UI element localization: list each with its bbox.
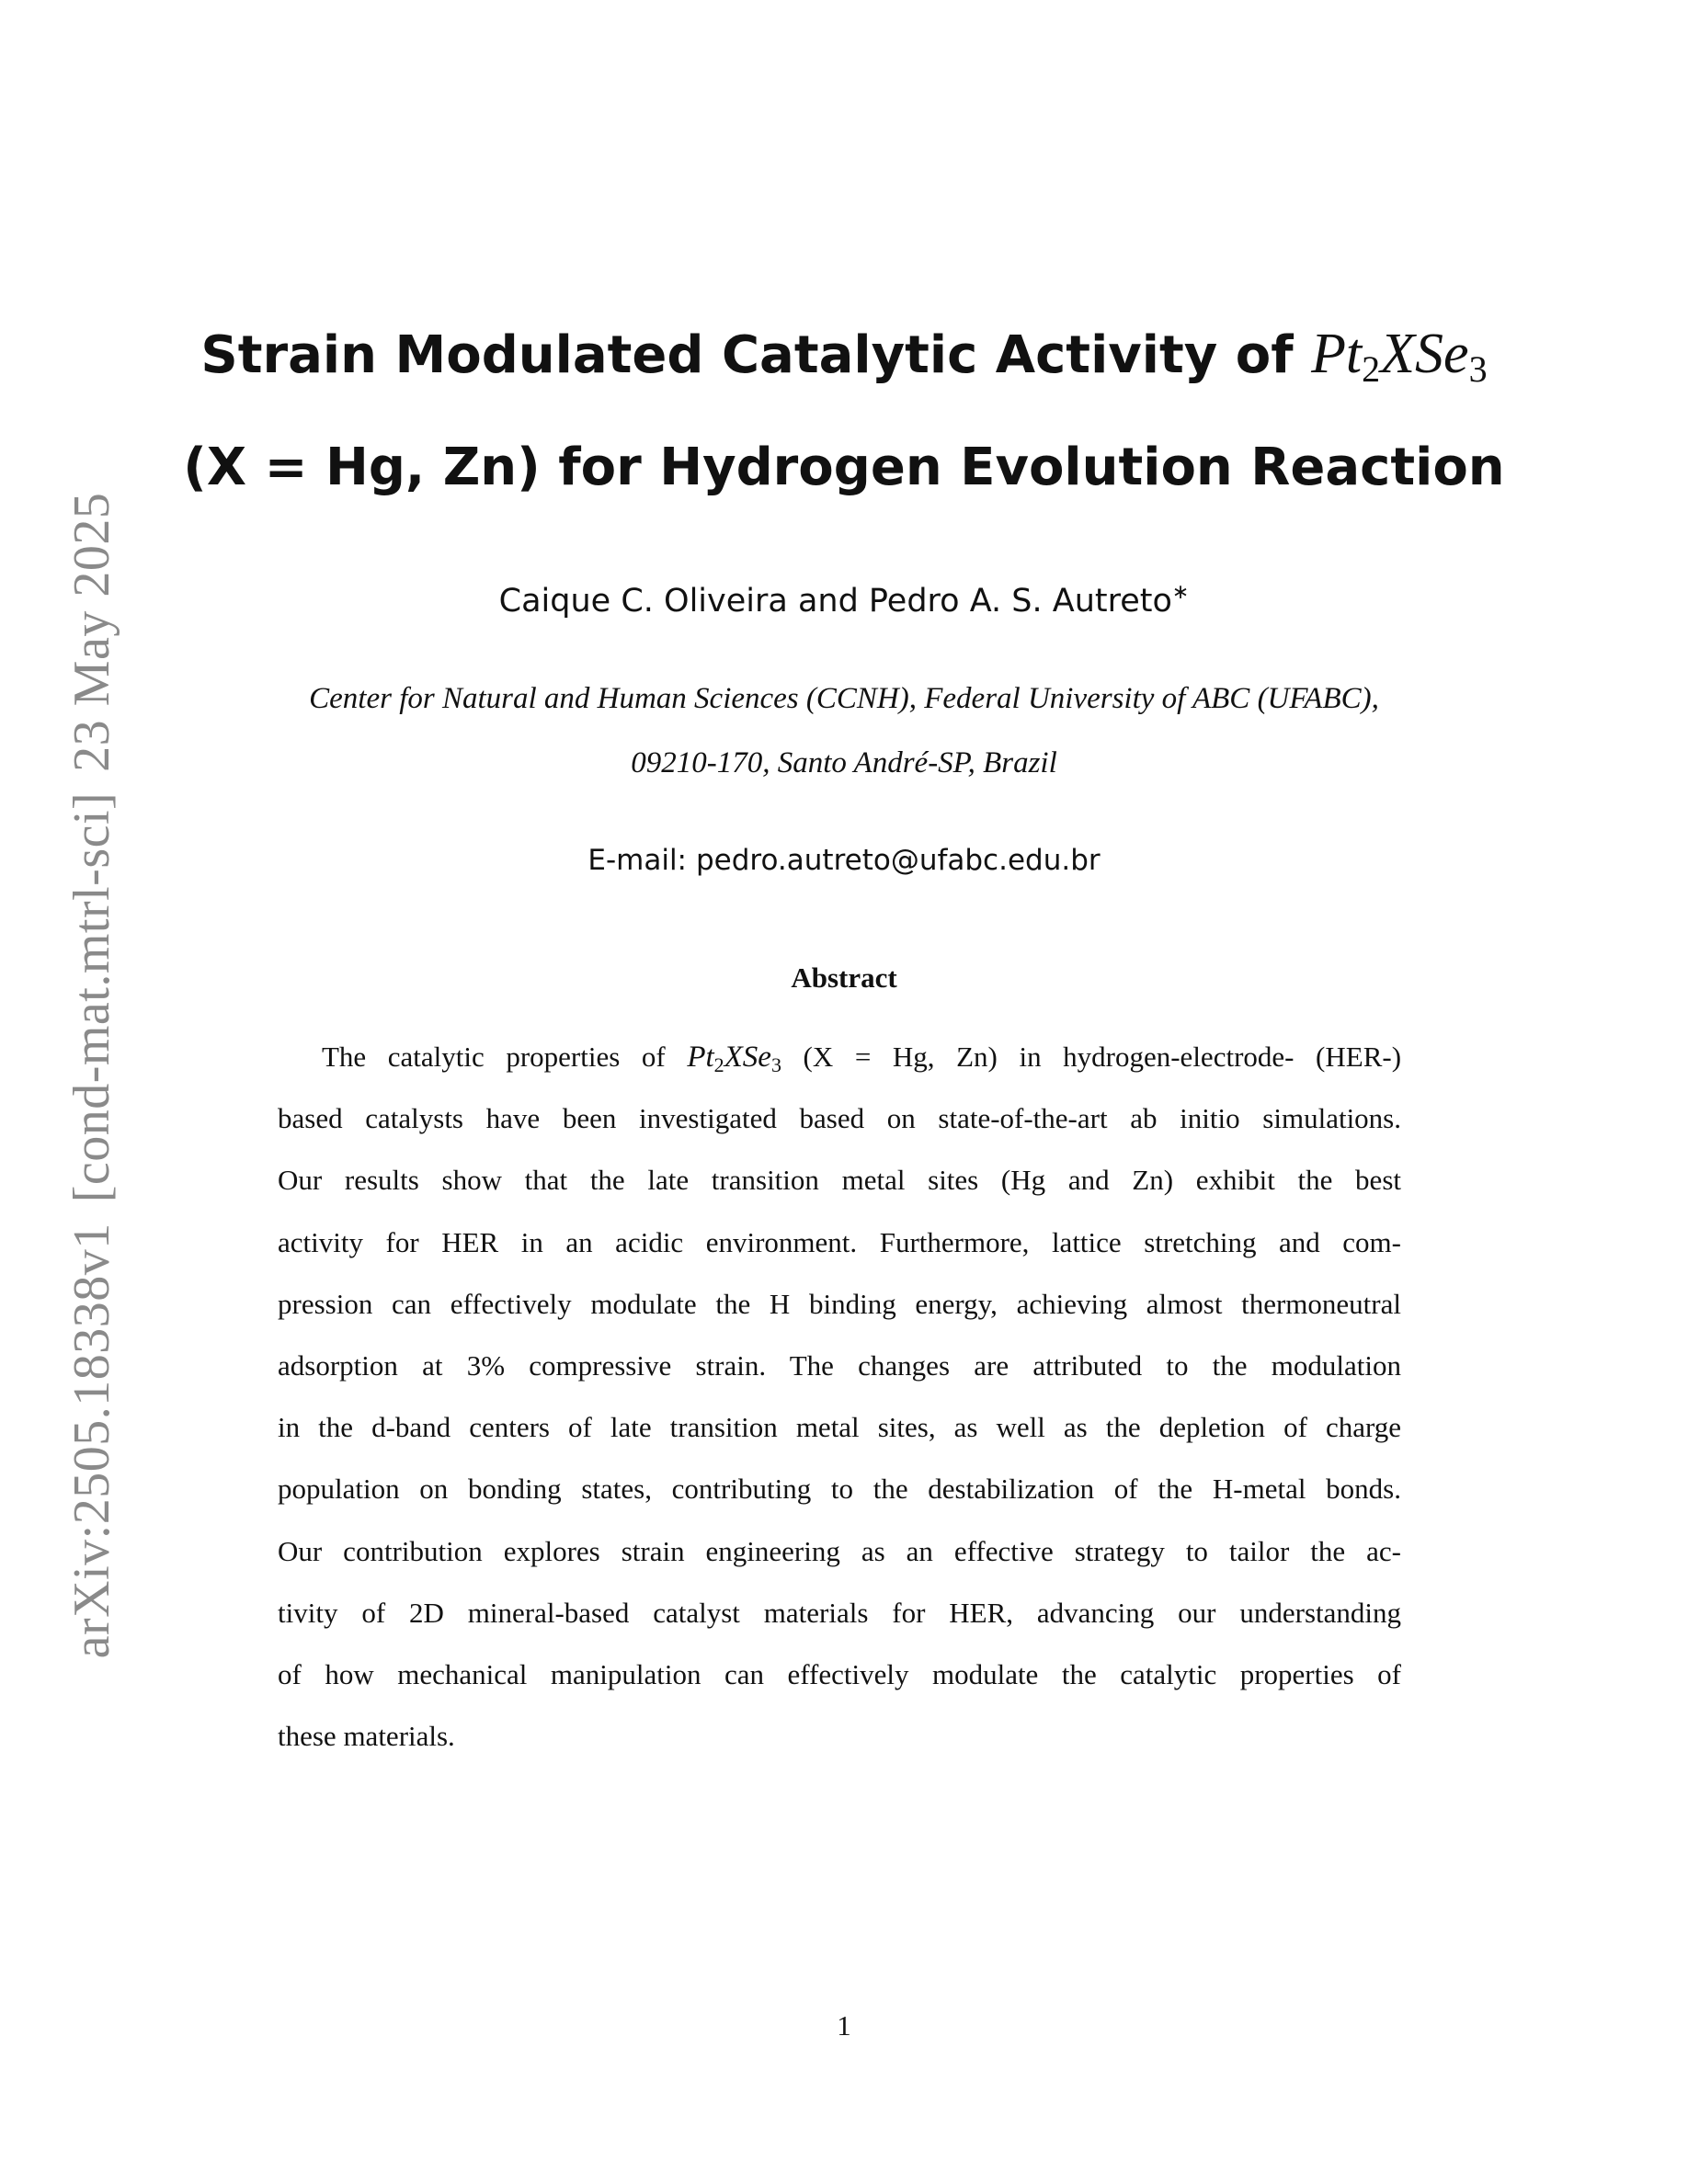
formula-xse: XSe [724, 1041, 771, 1074]
abstract-line: population on bonding states, contributing to the destabilization of the H-metal bonds. [278, 1473, 1401, 1506]
abstract-line: in the d-band centers of late transition metal sites, as well as the depletion of charge [278, 1411, 1401, 1444]
title-formula [1311, 323, 1488, 390]
email [0, 844, 1688, 877]
abstract-first-line-start: The catalytic properties of [322, 1041, 666, 1073]
abstract-first-line-end: (X = Hg, Zn) in hydrogen-electrode- (HER-) [803, 1041, 1402, 1073]
affiliation-line-1: Center for Natural and Human Sciences (CCNH), Federal University of ABC (UFABC), [309, 682, 1379, 715]
formula-pt: Pt [687, 1041, 714, 1074]
formula-pt-subscript: 2 [1362, 348, 1381, 390]
abstract-formula [687, 1041, 781, 1074]
authors [0, 583, 1688, 620]
abstract-line: activity for HER in an acidic environment. Furthermore, lattice stretching and com- [278, 1225, 1401, 1258]
abstract-line: pression can effectively modulate the H binding energy, achieving almost thermoneutral [278, 1287, 1401, 1320]
arxiv-stamp [63, 493, 121, 1659]
formula-pt: Pt [1311, 323, 1363, 385]
arxiv-id: arXiv:2505.18338v1 [63, 1223, 120, 1659]
abstract-body [278, 1035, 1401, 1776]
abstract-line: based catalysts have been investigated based on state-of-the-art ab initio simulations. [278, 1102, 1401, 1135]
paper-title-line-2: (X = Hg, Zn) for Hydrogen Evolution Reaction [183, 438, 1505, 497]
formula-xse: XSe [1380, 323, 1469, 385]
abstract-line: tivity of 2D mineral-based catalyst materials for HER, advancing our understanding [278, 1596, 1401, 1629]
paper-title-line-1 [0, 322, 1688, 390]
formula-pt-subscript: 2 [713, 1053, 724, 1076]
abstract-line [278, 1035, 1401, 1097]
corresponding-author-mark: ∗ [1171, 581, 1190, 604]
email-address[interactable]: pedro.autreto@ufabc.edu.br [696, 844, 1101, 877]
page-number: 1 [837, 2009, 851, 2042]
author-names: Caique C. Oliveira and Pedro A. S. Autreto [498, 583, 1172, 620]
abstract-line: Our contribution explores strain engineering as an effective strategy to tailor the ac- [278, 1534, 1401, 1567]
formula-xse-subscript: 3 [770, 1053, 781, 1076]
abstract-line: these materials. [278, 1720, 455, 1753]
formula-xse-subscript: 3 [1468, 348, 1488, 390]
abstract-heading: Abstract [791, 961, 897, 994]
email-label: E-mail: [587, 844, 687, 877]
arxiv-date: 23 May 2025 [63, 492, 120, 772]
abstract-line: of how mechanical manipulation can effectively modulate the catalytic properties of [278, 1657, 1401, 1690]
arxiv-category: [cond-mat.mtrl-sci] [63, 791, 120, 1203]
abstract-line: Our results show that the late transition metal sites (Hg and Zn) exhibit the best [278, 1164, 1401, 1197]
affiliation-line-2: 09210-170, Santo André-SP, Brazil [631, 746, 1057, 779]
abstract-line: adsorption at 3% compressive strain. The changes are attributed to the modulation [278, 1348, 1401, 1382]
title-text: Strain Modulated Catalytic Activity of [200, 325, 1294, 385]
